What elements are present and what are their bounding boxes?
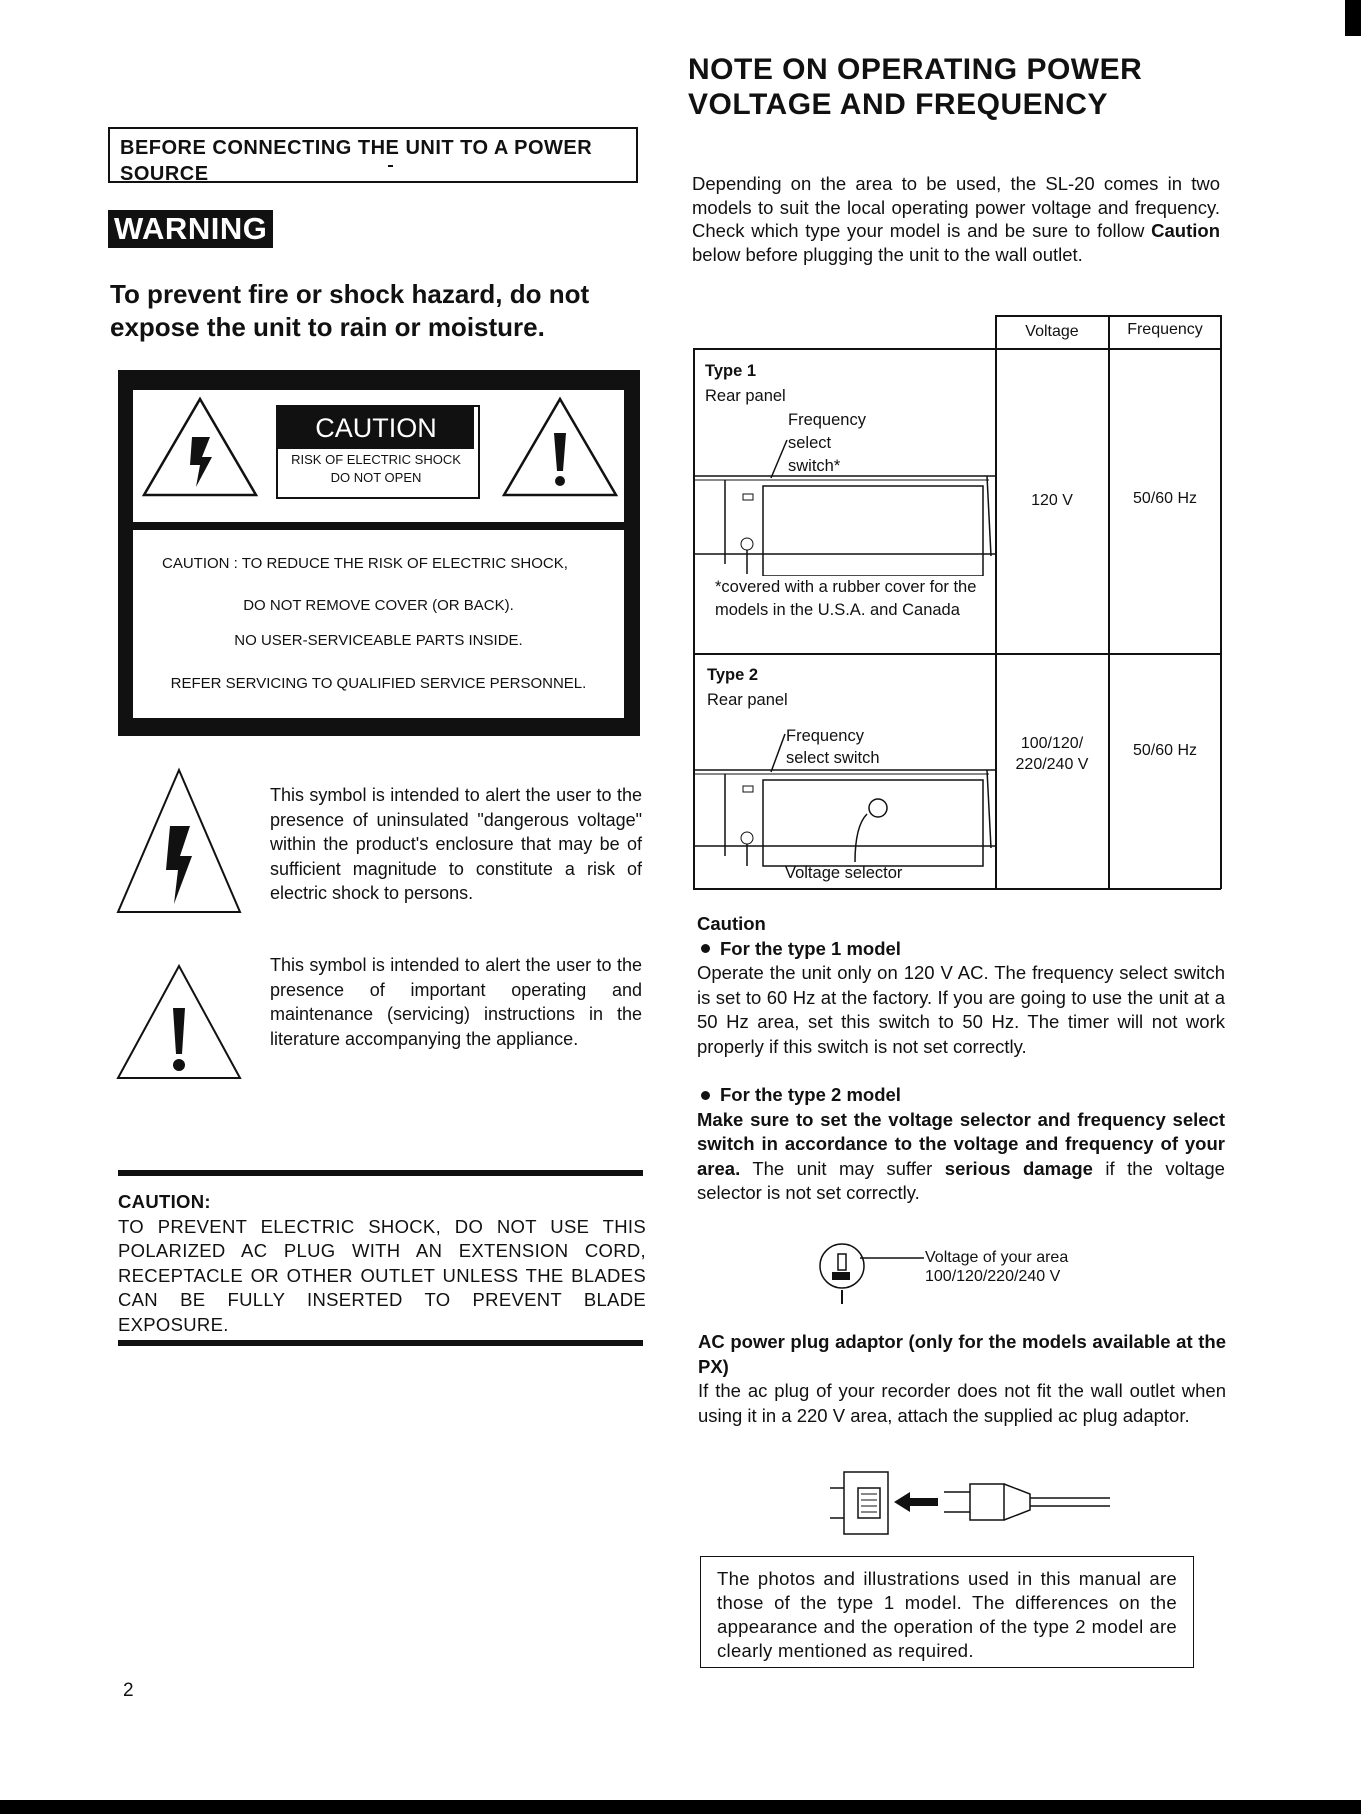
type1-footnote: *covered with a rubber cover for the models in the U.S.A. and Canada bbox=[715, 578, 977, 619]
type2-panel-label: Rear panel bbox=[707, 691, 788, 709]
caution-panel-line-3: NO USER-SERVICEABLE PARTS INSIDE. bbox=[234, 632, 523, 649]
caution-section-heading: Caution bbox=[697, 913, 766, 934]
voltage-area-label: Voltage of your area 100/120/220/240 V bbox=[925, 1249, 1069, 1285]
lightning-symbol-icon bbox=[114, 766, 244, 916]
lightning-symbol-text: This symbol is intended to alert the user to the presence of uninsulated "dangerous voltage" within the product's enclosure that may be of sufficient magnitude to constitute a risk of electric shock to persons. bbox=[270, 785, 642, 903]
type2-caution-heading: For the type 2 model bbox=[697, 1083, 1225, 1108]
type1-caution-heading: For the type 1 model bbox=[697, 937, 1225, 962]
lightning-warning-icon bbox=[140, 395, 260, 500]
prevent-fire-text: To prevent fire or shock hazard, do not expose the unit to rain or moisture. bbox=[110, 279, 590, 342]
voltage-header: Voltage bbox=[1025, 323, 1079, 340]
bullet-icon bbox=[701, 1091, 710, 1100]
caution-label-title: CAUTION bbox=[278, 407, 474, 449]
before-connecting-box bbox=[108, 127, 638, 183]
intro-paragraph: Depending on the area to be used, the SL-20 comes in two models to suit the local operating power voltage and frequency. Check which type your model is and be sure to follow Caution below before plugging the unit to the wall outlet. bbox=[692, 173, 1220, 265]
type2-callout: Frequency select switch bbox=[786, 727, 880, 767]
plug-adaptor-icon bbox=[830, 1462, 1112, 1542]
bottom-band bbox=[0, 1800, 1361, 1814]
caution-section bbox=[697, 912, 1225, 1206]
type2-caution-body: Make sure to set the voltage selector and frequency select switch in accordance to the voltage and frequency of your area. The unit may suffer serious damage if the voltage selector is not set correctly. bbox=[697, 1108, 1225, 1203]
caution-rule-top bbox=[118, 1170, 643, 1176]
frequency-header: Frequency bbox=[1127, 321, 1203, 338]
polarized-plug-caution bbox=[118, 1190, 646, 1337]
warning-badge: WARNING bbox=[108, 210, 273, 248]
caution-panel-line-2: DO NOT REMOVE COVER (OR BACK). bbox=[243, 597, 514, 614]
ac-adaptor-heading: AC power plug adaptor (only for the models available at the PX) bbox=[698, 1331, 1226, 1377]
ac-adaptor-body: If the ac plug of your recorder does not fit the wall outlet when using it in a 220 V area, attach the supplied ac plug adaptor. bbox=[698, 1380, 1226, 1426]
type2-voltage: 100/120/ 220/240 V bbox=[1015, 735, 1089, 773]
voltage-selector-label: Voltage selector bbox=[785, 864, 903, 882]
type1-caution-body: Operate the unit only on 120 V AC. The frequency select switch is set to 60 Hz at the factory. If you are going to use the unit at a 50 Hz area, set this switch to 50 Hz. The timer will not work properly if this switch is not set correctly. bbox=[697, 962, 1225, 1057]
before-connecting-text: BEFORE CONNECTING THE UNIT TO A POWER SOURCE bbox=[120, 137, 593, 185]
type1-panel-label: Rear panel bbox=[705, 387, 786, 405]
caution-panel-line-1: CAUTION : TO REDUCE THE RISK OF ELECTRIC SHOCK, bbox=[162, 555, 568, 572]
type1-rear-panel-illustration bbox=[695, 436, 995, 576]
page-title: NOTE ON OPERATING POWER VOLTAGE AND FREQUENCY bbox=[688, 53, 1143, 121]
type1-label: Type 1 bbox=[705, 362, 757, 380]
note-box: The photos and illustrations used in this manual are those of the type 1 model. The differences on the appearance and the operation of the type 2 model are clearly mentioned as required. bbox=[700, 1556, 1194, 1668]
type1-callout: Frequency select switch* bbox=[788, 411, 866, 475]
caution-heading: CAUTION: bbox=[118, 1191, 211, 1212]
exclamation-warning-icon bbox=[500, 395, 620, 500]
ac-adaptor-section bbox=[698, 1330, 1226, 1428]
type1-frequency: 50/60 Hz bbox=[1132, 490, 1198, 507]
voltage-selector-dial-icon bbox=[812, 1238, 930, 1308]
caution-rule-bottom bbox=[118, 1340, 643, 1346]
type2-frequency: 50/60 Hz bbox=[1132, 742, 1198, 759]
page-number: 2 bbox=[123, 1680, 134, 1701]
caution-body: TO PREVENT ELECTRIC SHOCK, DO NOT USE THIS POLARIZED AC PLUG WITH AN EXTENSION CORD, RECEPTACLE OR OTHER OUTLET UNLESS THE BLADES CAN BE FULLY INSERTED TO PREVENT BLADE EXPOSURE. bbox=[118, 1215, 646, 1335]
bullet-icon bbox=[701, 944, 710, 953]
exclamation-symbol-text: This symbol is intended to alert the user to the presence of important operating and maintenance (servicing) instructions in the literature accompanying the appliance. bbox=[270, 955, 642, 1049]
exclamation-symbol-icon bbox=[114, 962, 244, 1082]
type2-label: Type 2 bbox=[707, 666, 759, 684]
caution-panel-line-4: REFER SERVICING TO QUALIFIED SERVICE PERSONNEL. bbox=[170, 675, 587, 692]
type1-voltage: 120 V bbox=[1031, 492, 1073, 509]
edge-mark bbox=[1345, 0, 1361, 36]
caution-label-sub: RISK OF ELECTRIC SHOCK DO NOT OPEN bbox=[291, 452, 461, 485]
type2-rear-panel-illustration bbox=[695, 730, 995, 870]
